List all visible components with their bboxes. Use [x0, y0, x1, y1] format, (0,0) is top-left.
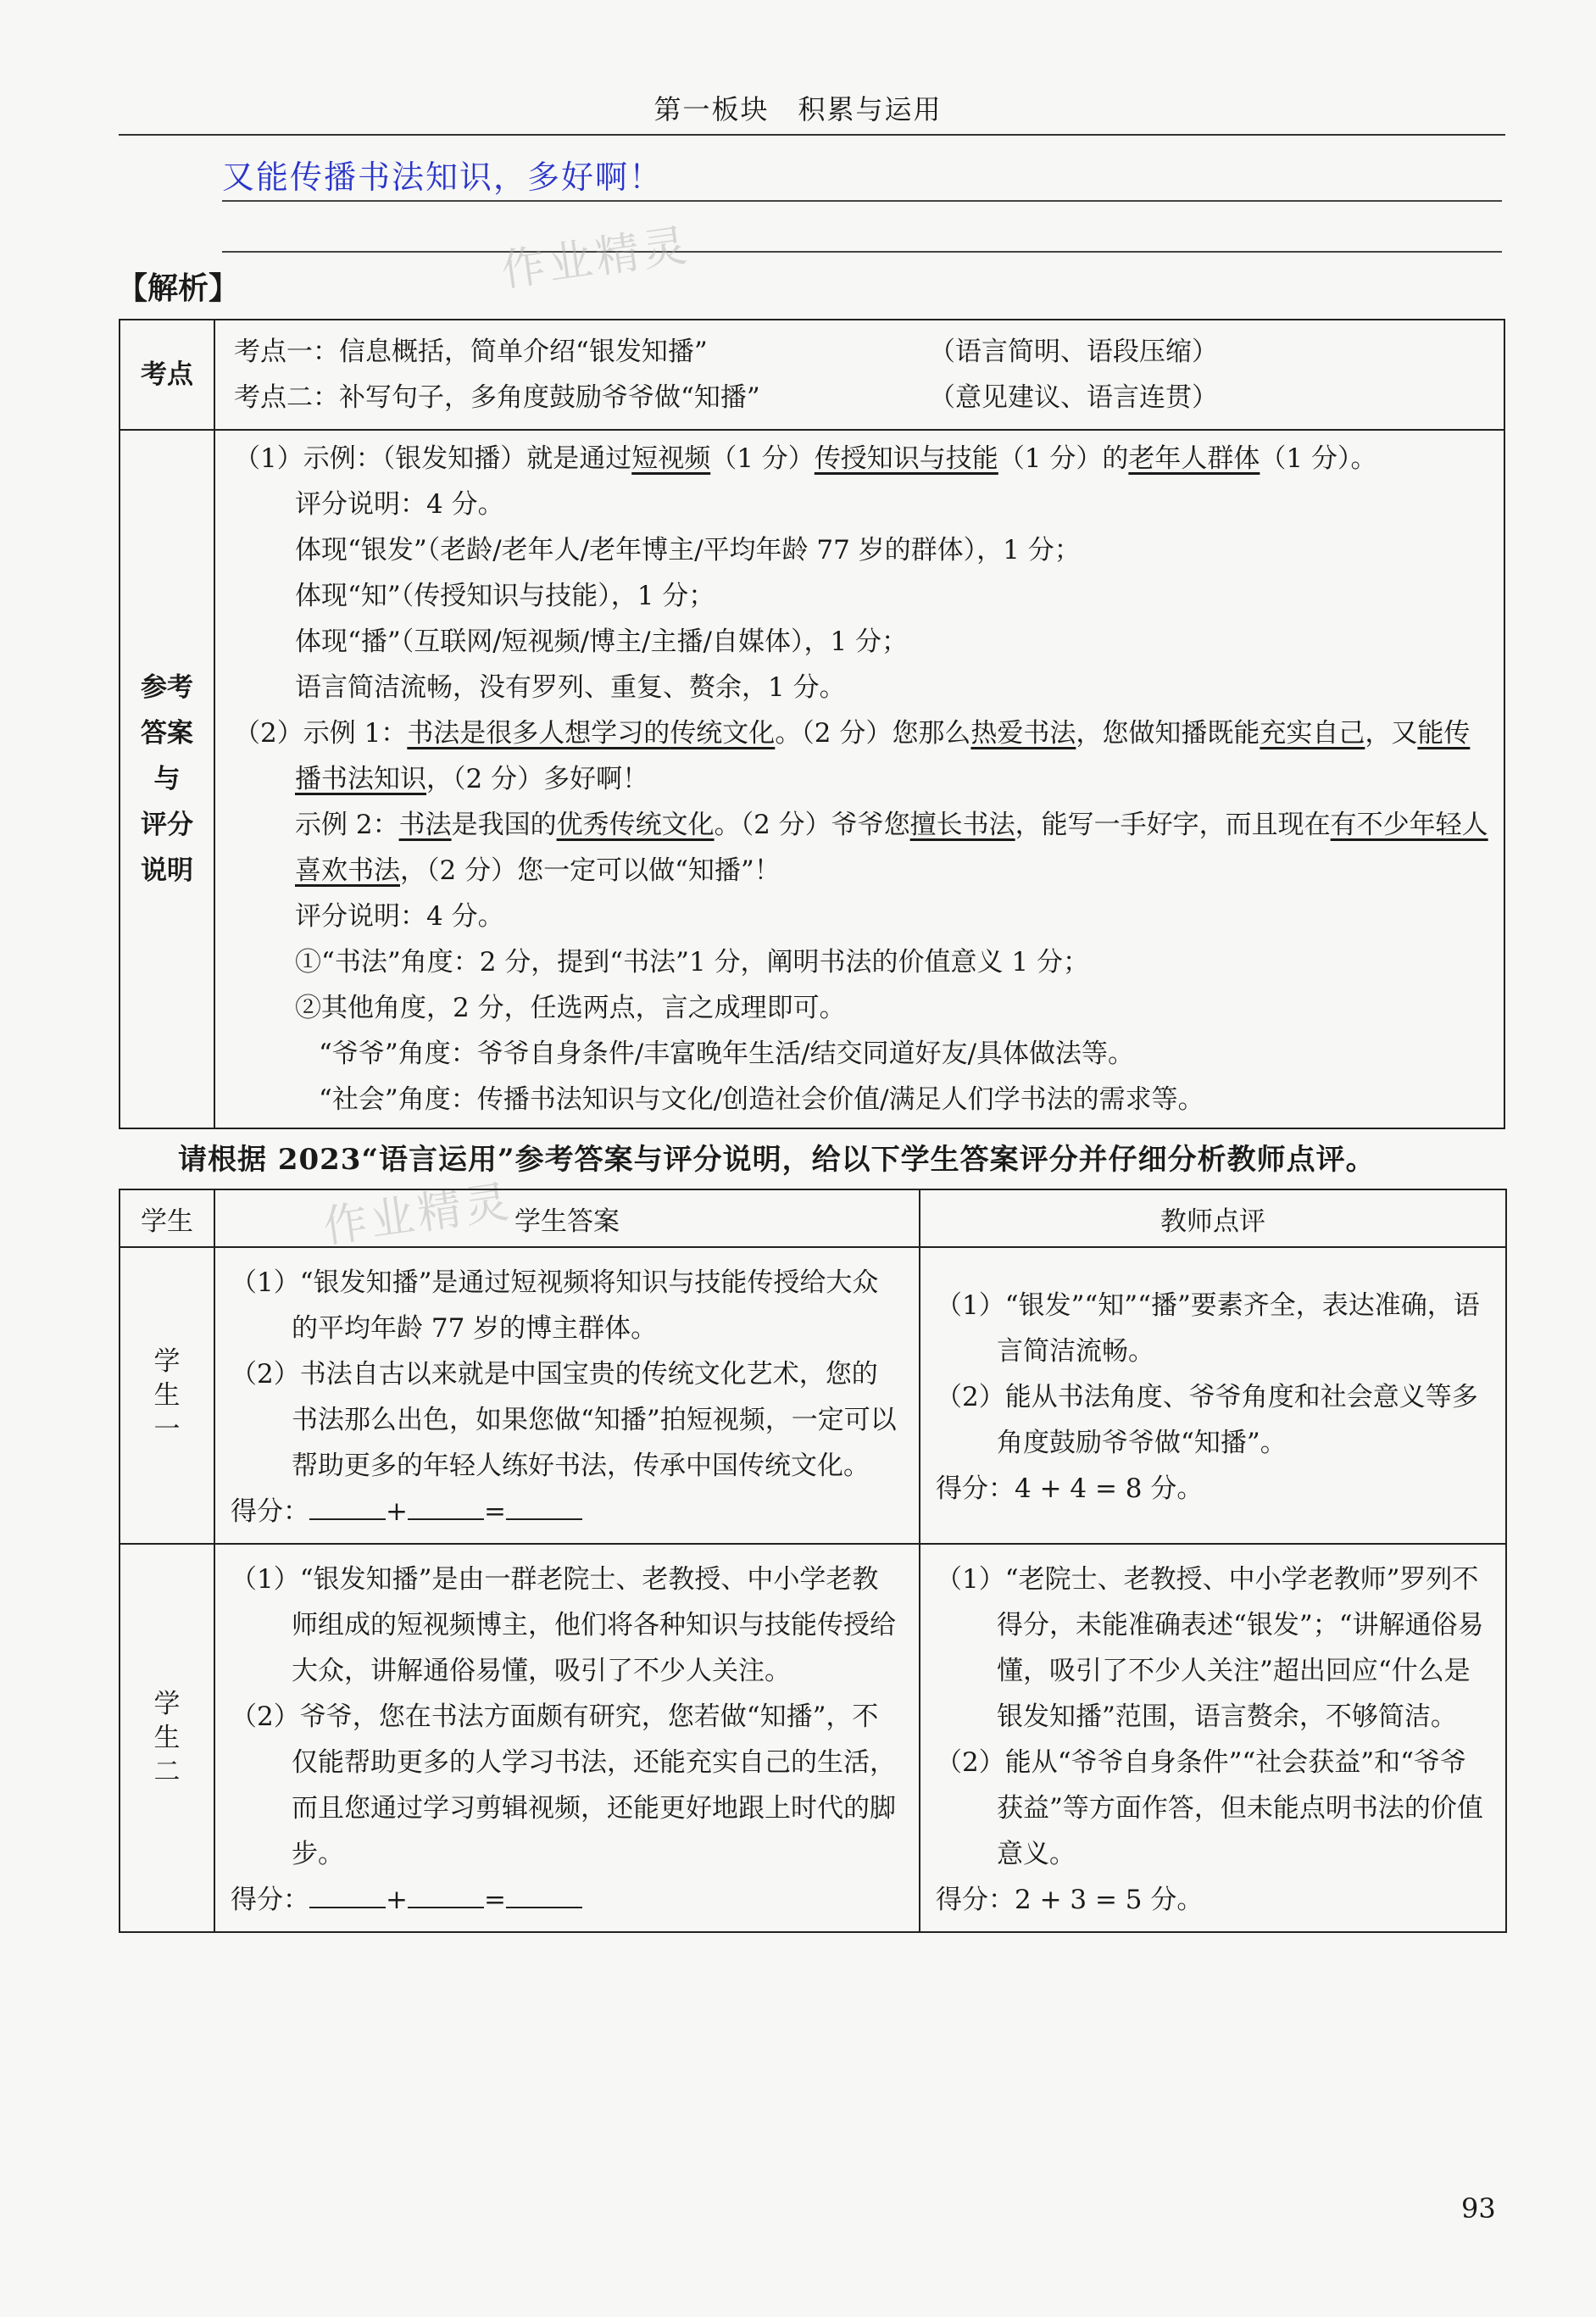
page-number: 93 — [1461, 2192, 1496, 2225]
label-char: 答案 — [141, 718, 193, 749]
kaodian-label: 考点 — [120, 320, 214, 430]
kaodian-text: 考点一：信息概括，简单介绍“银发知播” — [234, 337, 708, 367]
student-answer: （1）“银发知播”是由一群老院士、老教授、中小学老教师组成的短视频博主，他们将各种知识与技能传授给大众，讲解通俗易懂，吸引了不少人关注。 — [231, 1564, 896, 1686]
col-header-student: 学生 — [120, 1189, 214, 1247]
teacher-comment: （2）能从书法角度、爷爷角度和社会意义等多角度鼓励爷爷做“知播”。 — [936, 1382, 1478, 1458]
student-label: 学 生 二 — [120, 1544, 214, 1932]
answer-rule-1 — [222, 200, 1502, 202]
answer-label — [120, 430, 214, 1128]
score-blank[interactable] — [506, 1493, 582, 1520]
example-1: （1）示例：（银发知播）就是通过短视频（1 分）传授知识与技能（1 分）的老年人群体（1 分）。 — [234, 443, 1377, 474]
score-blank[interactable] — [309, 1881, 386, 1908]
answer-rule-2 — [222, 251, 1502, 253]
teacher-comment: （1）“老院士、老教授、中小学老教师”罗列不得分，未能准确表述“银发”；“讲解通俗易懂，吸引了不少人关注”超出回应“什么是银发知播”范围，语言赘余，不够简洁。 — [936, 1564, 1484, 1732]
student-answer-cell — [214, 1544, 920, 1932]
kaodian-item — [234, 375, 1488, 421]
kaodian-row — [120, 320, 1504, 430]
kaodian-text: 考点二：补写句子，多角度鼓励爷爷做“知播” — [234, 382, 760, 413]
kaodian-item — [234, 329, 1488, 375]
score-blank[interactable] — [309, 1493, 386, 1520]
score-result: 得分：2 + 3 = 5 分。 — [936, 1885, 1204, 1915]
student-answer: （2）爷爷，您在书法方面颇有研究，您若做“知播”，不仅能帮助更多的人学习书法，还能充实自己的生活，而且您通过学习剪辑视频，还能更好地跟上时代的脚步。 — [231, 1702, 896, 1869]
col-header-answer: 学生答案 — [214, 1189, 920, 1247]
scoring-line: ①“书法”角度：2 分，提到“书法”1 分，阐明书法的价值意义 1 分； — [295, 947, 1089, 977]
page-header-title: 第一板块 积累与运用 — [653, 93, 943, 125]
score-line: 得分： + = — [231, 1877, 904, 1923]
scoring-line: 体现“播”（互联网/短视频/博主/主播/自媒体），1 分； — [295, 627, 909, 657]
scoring-line: “社会”角度：传播书法知识与文化/创造社会价值/满足人们学书法的需求等。 — [319, 1084, 1204, 1115]
example-2-1: （2）示例 1：书法是很多人想学习的传统文化。（2 分）您那么热爱书法，您做知播既能充实自己，又能传播书法知识，（2 分）多好啊！ — [234, 718, 1471, 794]
teacher-comment-cell — [920, 1544, 1506, 1932]
student-answer: （2）书法自古以来就是中国宝贵的传统文化艺术，您的书法那么出色，如果您做“知播”拍短视频，一定可以帮助更多的年轻人练好书法，传承中国传统文化。 — [231, 1359, 897, 1481]
label-char: 说明 — [141, 855, 193, 886]
scoring-line: ②其他角度，2 分，任选两点，言之成理即可。 — [295, 993, 846, 1023]
instruction-text: 请根据 2023“语言运用”参考答案与评分说明，给以下学生答案评分并仔细分析教师点评。 — [178, 1143, 1376, 1177]
student-table-header — [120, 1189, 1506, 1247]
kaodian-cell — [214, 320, 1504, 430]
student-row — [120, 1247, 1506, 1544]
example-2-2: 示例 2：书法是我国的优秀传统文化。（2 分）爷爷您擅长书法，能写一手好字，而且现在有不少年轻人喜欢书法，（2 分）您一定可以做“知播”！ — [295, 810, 1488, 886]
student-answer-cell — [214, 1247, 920, 1544]
student-table — [119, 1189, 1507, 1933]
teacher-comment: （1）“银发”“知”“播”要素齐全，表达准确，语言简洁流畅。 — [936, 1290, 1480, 1367]
score-blank[interactable] — [408, 1493, 484, 1520]
label-char: 评分 — [141, 810, 193, 840]
header-rule — [119, 134, 1505, 136]
answer-row — [120, 430, 1504, 1128]
teacher-comment-cell — [920, 1247, 1506, 1544]
scoring-line: “爷爷”角度：爷爷自身条件/丰富晚年生活/结交同道好友/具体做法等。 — [319, 1039, 1135, 1069]
analysis-table — [119, 319, 1505, 1129]
score-blank[interactable] — [408, 1881, 484, 1908]
student-label: 学 生 一 — [120, 1247, 214, 1544]
scoring-line: 语言简洁流畅，没有罗列、重复、赘余，1 分。 — [295, 672, 846, 703]
col-header-comment: 教师点评 — [920, 1189, 1506, 1247]
section-label: 【解析】 — [117, 270, 240, 306]
kaodian-tag: （语言简明、语段压缩） — [929, 337, 1218, 367]
scoring-line: 体现“银发”（老龄/老年人/老年博主/平均年龄 77 岁的群体），1 分； — [295, 535, 1081, 565]
answer-cell — [214, 430, 1504, 1128]
scoring-line: 评分说明：4 分。 — [295, 489, 504, 520]
score-result: 得分：4 + 4 = 8 分。 — [936, 1473, 1204, 1504]
kaodian-tag: （意见建议、语言连贯） — [929, 382, 1218, 413]
student-row — [120, 1544, 1506, 1932]
scoring-line: 体现“知”（传授知识与技能），1 分； — [295, 581, 715, 611]
score-blank[interactable] — [506, 1881, 582, 1908]
handwritten-answer-line: 又能传播书法知识，多好啊！ — [222, 159, 664, 196]
scoring-line: 评分说明：4 分。 — [295, 901, 504, 932]
label-char: 与 — [153, 764, 181, 794]
teacher-comment: （2）能从“爷爷自身条件”“社会获益”和“爷爷获益”等方面作答，但未能点明书法的价值意义。 — [936, 1747, 1483, 1869]
label-char: 参考 — [141, 672, 193, 703]
student-answer: （1）“银发知播”是通过短视频将知识与技能传授给大众的平均年龄 77 岁的博主群体。 — [231, 1267, 879, 1344]
score-line: 得分： + = — [231, 1489, 904, 1534]
watermark: 作业精灵 — [320, 1176, 515, 1254]
watermark: 作业精灵 — [498, 220, 693, 298]
